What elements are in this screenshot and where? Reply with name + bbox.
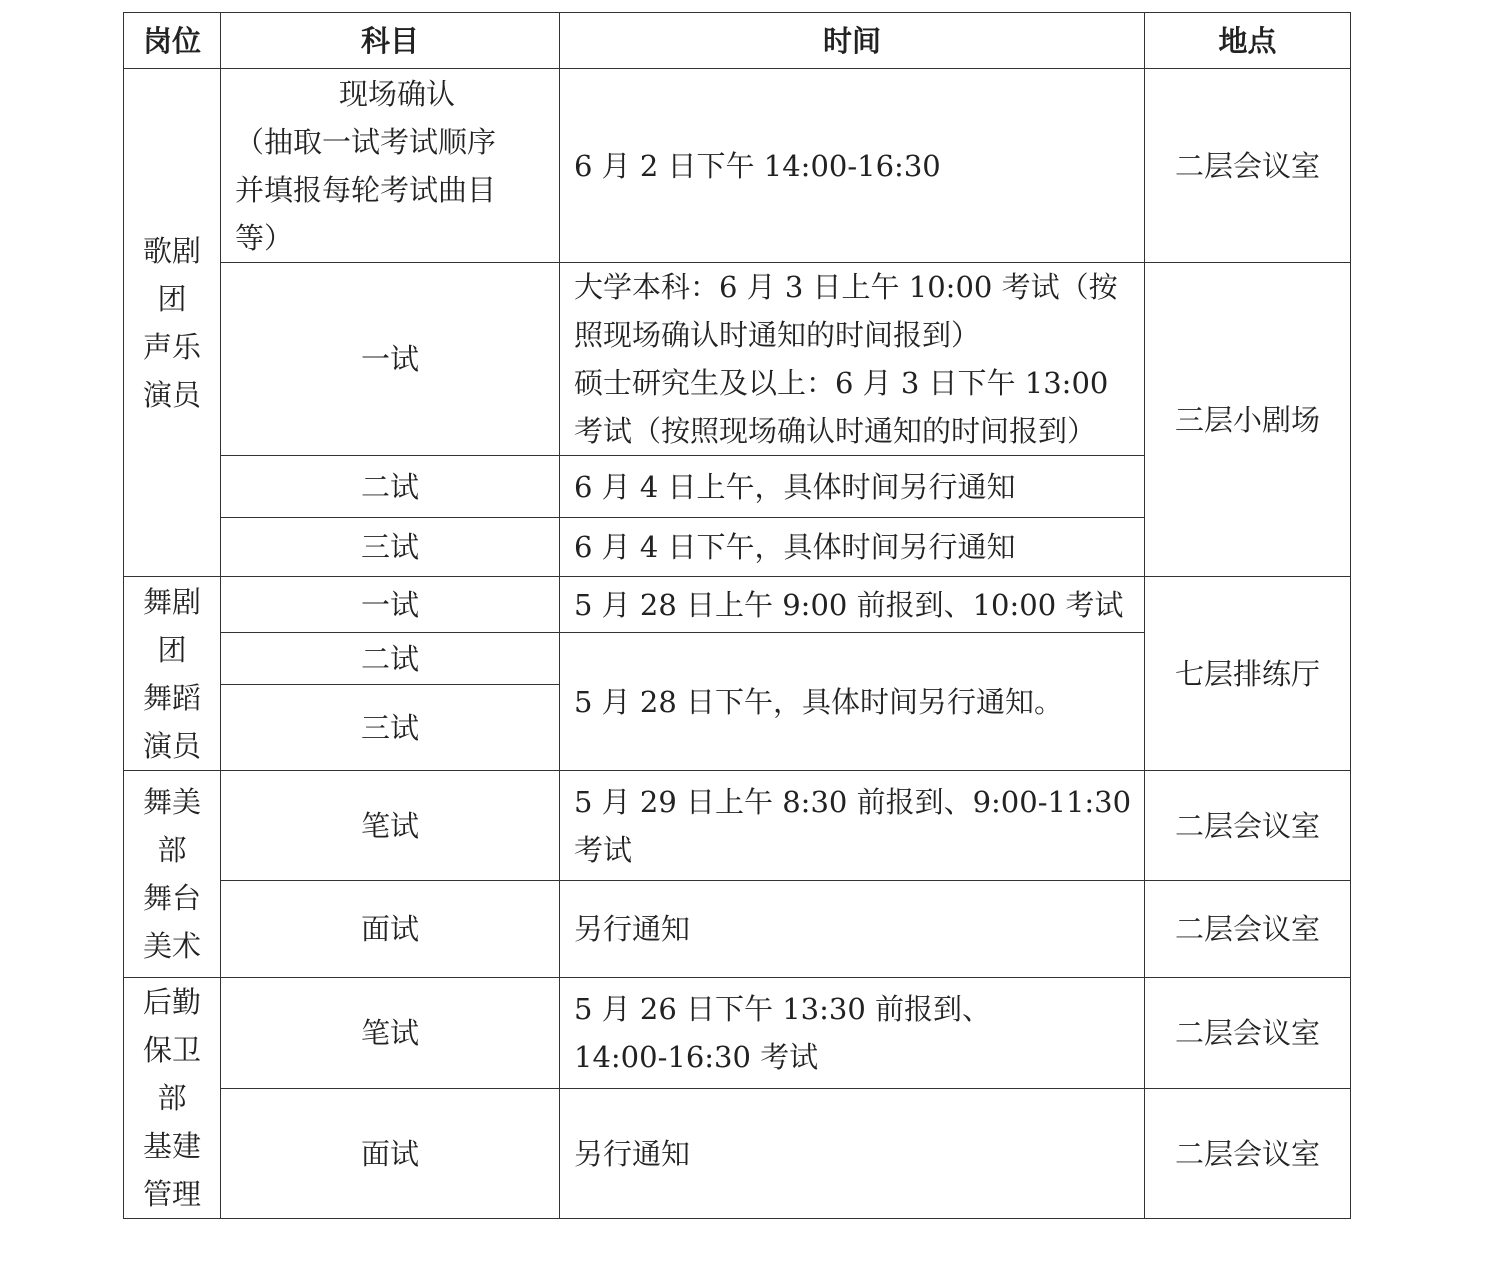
time-cell: 另行通知 bbox=[560, 881, 1145, 978]
subject-cell: 笔试 bbox=[221, 978, 560, 1089]
time-cell bbox=[560, 263, 1145, 456]
time-line: 大学本科：6 月 3 日上午 10:00 考试（按 bbox=[574, 270, 1118, 304]
time-cell bbox=[560, 978, 1145, 1089]
header-place: 地点 bbox=[1145, 13, 1351, 69]
time-cell bbox=[560, 69, 1145, 263]
table-row bbox=[124, 263, 1351, 456]
time-line: 考试（按照现场确认时通知的时间报到） bbox=[574, 414, 1097, 448]
header-subject: 科目 bbox=[221, 13, 560, 69]
header-row bbox=[124, 13, 1351, 69]
position-line: 舞台 bbox=[142, 881, 201, 915]
subject-cell: 笔试 bbox=[221, 771, 560, 881]
time-line: 照现场确认时通知的时间报到） bbox=[574, 318, 981, 352]
position-cell bbox=[124, 577, 221, 771]
place-cell: 二层会议室 bbox=[1145, 771, 1351, 881]
table-row bbox=[124, 69, 1351, 263]
time-cell: 6 月 4 日上午，具体时间另行通知 bbox=[560, 456, 1145, 518]
subject-cell: 一试 bbox=[221, 263, 560, 456]
table-row bbox=[124, 577, 1351, 633]
table-row bbox=[124, 978, 1351, 1089]
header-time: 时间 bbox=[560, 13, 1145, 69]
position-line: 舞剧 bbox=[142, 584, 201, 619]
subject-cell bbox=[221, 69, 560, 263]
subject-cell: 三试 bbox=[221, 518, 560, 577]
table-row bbox=[124, 881, 1351, 978]
position-line: 部 bbox=[157, 1081, 187, 1115]
position-line: 部 bbox=[157, 833, 187, 867]
time-line: 5 月 26 日下午 13:30 前报到、 bbox=[574, 992, 992, 1027]
position-line: 舞美 bbox=[142, 785, 201, 819]
time-cell: 5 月 28 日上午 9:00 前报到、10:00 考试 bbox=[560, 577, 1145, 633]
time-line: 14:00-16:30 考试 bbox=[574, 1040, 819, 1075]
position-line: 歌剧 bbox=[142, 233, 201, 268]
position-line: 美术 bbox=[142, 929, 201, 963]
table-row bbox=[124, 1089, 1351, 1219]
time-cell bbox=[560, 771, 1145, 881]
position-line: 后勤 bbox=[142, 985, 201, 1019]
subject-line: 现场确认 bbox=[338, 76, 455, 111]
time-line: 考试 bbox=[574, 832, 633, 867]
subject-cell: 一试 bbox=[221, 577, 560, 633]
place-cell: 七层排练厅 bbox=[1145, 577, 1351, 771]
place-cell: 二层会议室 bbox=[1145, 69, 1351, 263]
time-cell: 5 月 28 日下午，具体时间另行通知。 bbox=[560, 633, 1145, 771]
time-line: 硕士研究生及以上：6 月 3 日下午 13:00 bbox=[574, 366, 1109, 400]
position-line: 演员 bbox=[142, 728, 201, 763]
subject-cell: 二试 bbox=[221, 633, 560, 685]
exam-schedule-table bbox=[123, 12, 1351, 1219]
position-cell bbox=[124, 978, 221, 1219]
time-line: 6 月 2 日下午 14:00-16:30 bbox=[574, 148, 941, 183]
place-cell: 二层会议室 bbox=[1145, 1089, 1351, 1219]
position-line: 团 bbox=[157, 281, 187, 316]
position-line: 保卫 bbox=[142, 1033, 201, 1067]
place-cell: 三层小剧场 bbox=[1145, 263, 1351, 577]
subject-cell: 面试 bbox=[221, 1089, 560, 1219]
position-cell bbox=[124, 69, 221, 577]
position-line: 基建 bbox=[142, 1129, 201, 1163]
time-cell: 6 月 4 日下午，具体时间另行通知 bbox=[560, 518, 1145, 577]
subject-line: 并填报每轮考试曲目 bbox=[235, 172, 497, 207]
position-line: 团 bbox=[157, 632, 187, 667]
time-cell: 另行通知 bbox=[560, 1089, 1145, 1219]
subject-cell: 面试 bbox=[221, 881, 560, 978]
place-cell: 二层会议室 bbox=[1145, 881, 1351, 978]
position-line: 舞蹈 bbox=[142, 680, 201, 715]
place-cell: 二层会议室 bbox=[1145, 978, 1351, 1089]
position-cell bbox=[124, 771, 221, 978]
position-line: 演员 bbox=[142, 377, 201, 412]
header-position: 岗位 bbox=[124, 13, 221, 69]
subject-line: 等） bbox=[235, 220, 294, 255]
position-line: 管理 bbox=[142, 1177, 201, 1211]
subject-cell: 三试 bbox=[221, 685, 560, 771]
time-line: 5 月 29 日上午 8:30 前报到、9:00-11:30 bbox=[574, 784, 1132, 819]
subject-line: （抽取一试考试顺序 bbox=[235, 124, 497, 159]
position-line: 声乐 bbox=[142, 329, 201, 364]
table-row bbox=[124, 771, 1351, 881]
subject-cell: 二试 bbox=[221, 456, 560, 518]
